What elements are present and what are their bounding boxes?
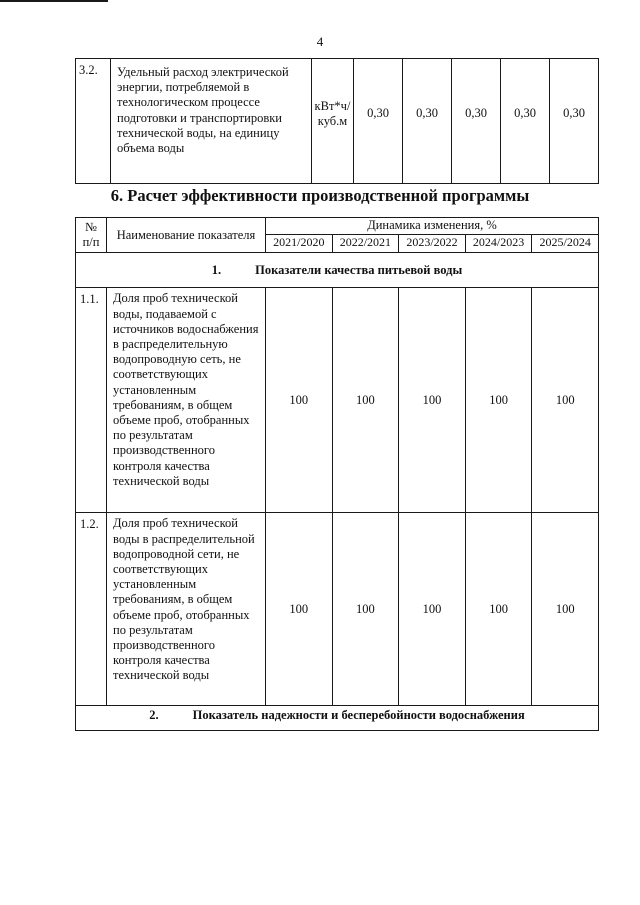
group-title: Показатель надежности и бесперебойности водоснабжения — [192, 708, 525, 723]
row-number: 1.2. — [76, 513, 107, 706]
header-year: 2025/2024 — [532, 235, 599, 253]
table-row — [76, 59, 599, 184]
value-cell: 0,30 — [452, 59, 501, 184]
group-row — [76, 706, 599, 731]
indicator-name: Удельный расход электрической энергии, потребляемой в технологическом процессе подготовки и транспортировки технической воды, на единицу объема воды — [111, 59, 312, 184]
value-cell: 100 — [532, 288, 599, 513]
value-cell: 100 — [266, 513, 333, 706]
row-number: 1.1. — [76, 288, 107, 513]
value-cell: 100 — [465, 513, 532, 706]
indicator-name: Доля проб технической воды, подаваемой с источников водоснабжения в распределительную водопроводную сеть, не соответствующих установленным требованиям, в общем объеме проб, отобранных по результатам производственного контроля качества технической воды — [107, 288, 266, 513]
value-cell: 100 — [399, 513, 466, 706]
header-number-line-2: п/п — [82, 235, 100, 250]
scan-edge-line — [0, 0, 108, 2]
unit-cell — [312, 59, 354, 184]
value-cell: 0,30 — [550, 59, 599, 184]
header-year: 2022/2021 — [332, 235, 399, 253]
value-cell: 100 — [332, 513, 399, 706]
group-heading — [76, 706, 599, 731]
value-cell: 100 — [266, 288, 333, 513]
table-row — [76, 513, 599, 706]
value-cell: 100 — [532, 513, 599, 706]
value-cell: 0,30 — [501, 59, 550, 184]
value-cell: 100 — [332, 288, 399, 513]
header-year: 2021/2020 — [266, 235, 333, 253]
header-row — [76, 218, 599, 235]
group-heading — [76, 253, 599, 288]
unit-line-1: кВт*ч/ — [314, 98, 351, 113]
group-title: Показатели качества питьевой воды — [255, 262, 463, 277]
value-cell: 100 — [465, 288, 532, 513]
header-number-line-1: № — [85, 220, 97, 234]
efficiency-table — [75, 217, 599, 731]
header-indicator-name: Наименование показателя — [107, 218, 266, 253]
value-cell: 0,30 — [403, 59, 452, 184]
value-cell: 0,30 — [354, 59, 403, 184]
row-number: 3.2. — [76, 59, 111, 184]
header-number — [76, 218, 107, 253]
group-number: 2. — [149, 708, 159, 723]
value-cell: 100 — [399, 288, 466, 513]
group-row — [76, 253, 599, 288]
header-year: 2024/2023 — [465, 235, 532, 253]
table-row — [76, 288, 599, 513]
energy-table — [75, 58, 599, 184]
page-number: 4 — [316, 34, 324, 49]
unit-line-2: куб.м — [317, 114, 348, 128]
section-title: 6. Расчет эффективности производственной программы — [110, 186, 530, 205]
header-year: 2023/2022 — [399, 235, 466, 253]
group-number: 1. — [211, 262, 222, 277]
header-dynamics: Динамика изменения, % — [266, 218, 599, 235]
indicator-name: Доля проб технической воды в распределительной водопроводной сети, не соответствующих установленным требованиям, в общем объеме проб, отобранных по результатам производственного контроля качества технической воды — [107, 513, 266, 706]
